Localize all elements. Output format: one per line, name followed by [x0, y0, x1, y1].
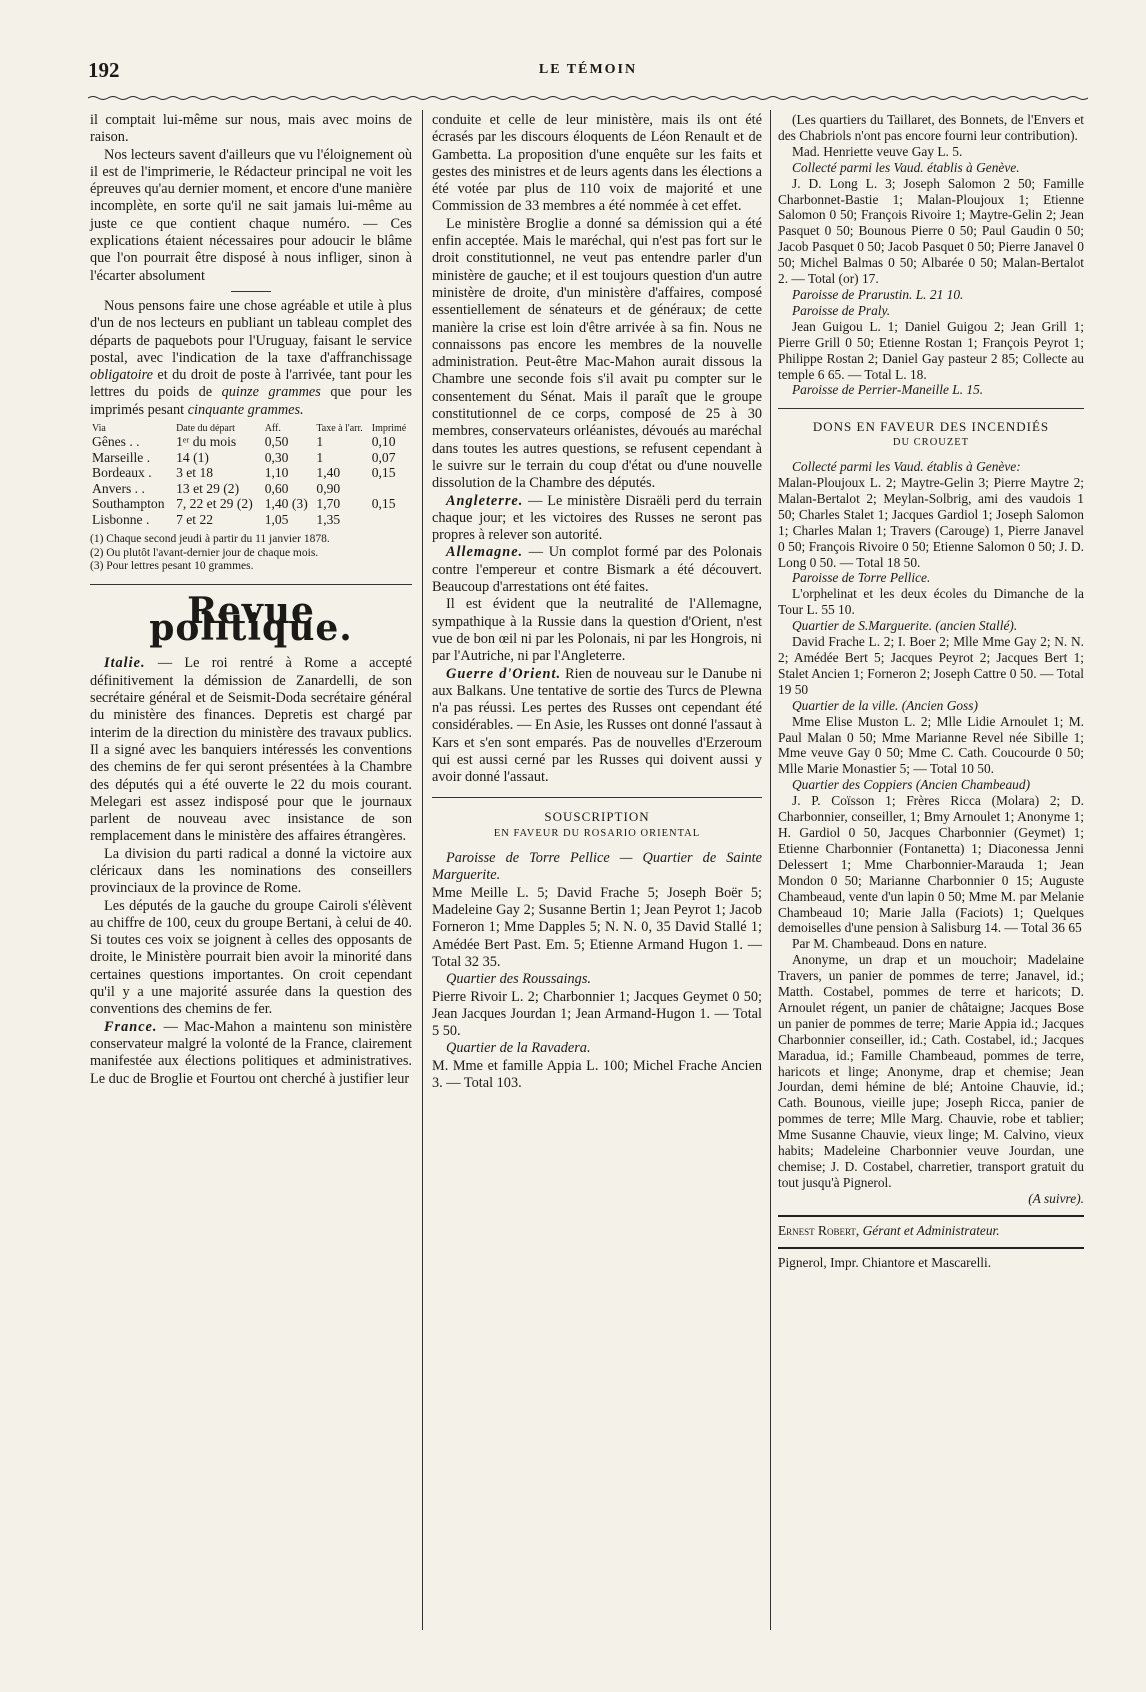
- column-header: Date du départ: [176, 423, 235, 435]
- divider: [432, 797, 762, 798]
- table-row: Bordeaux . 3 et 18 1,10 1,40 0,15: [92, 465, 396, 481]
- divider: [778, 408, 1084, 409]
- paragraph: Allemagne. — Un complot formé par des Polonais contre l'empereur et contre Bismark a été découvert. Beaucoup d'arrestations ont été faites.: [432, 544, 762, 596]
- donor-list: David Frache L. 2; I. Boer 2; Mlle Mme Gay 2; N. N. 2; Amédée Bert 5; Jacques Peyrot 2; Jacques Bert 1; Stalet Ancien 1; Forneron 2; Joseph Cattre 0 50. — Total 19 50: [778, 634, 1084, 697]
- collection-heading: Collecté parmi les Vaud. établis à Genève:: [792, 459, 1021, 475]
- header-wavy-rule: [88, 95, 1088, 101]
- column-header: Via: [92, 423, 106, 435]
- paragraph: La division du parti radical a donné la victoire aux cléricaux dans les nominations des conseillers provinciaux de la province de Rome.: [90, 845, 412, 897]
- paragraph: Angleterre. — Le ministère Disraëli perd du terrain chaque jour; et les victoires des Russes ne seront pas propres à relever son autorité.: [432, 492, 762, 544]
- donor-list: Malan-Ploujoux L. 2; Maytre-Gelin 3; Pierre Maytre 2; Malan-Bertalot 2; Meylan-Solbrig, ami des vaudois 1 50; Charles Stalet 1; Jacques Gardiol 1; Joseph Salomon 1; Charles Malan 1; Travers (Carouge) 1, Pierre Janavel 0 50; François Rivoire 0 50; Etienne Salomon 0 50; J. D. Long 0 50. — Total 18 50.: [778, 475, 1084, 570]
- paragraph: Italie. — Le roi rentré à Rome a accepté définitivement la démission de Zanardelli, de son secrétaire général et de Seismit-Doda secrétaire général du ministère des finances. Depretis est chargé par interim de la direction du ministère des travaux publics. Il a signé avec les banquiers intéressés les conventions des chemins de fer qui seront présentées à la Chambre des députés qui a été ouverte le 22 du mois courant. Melegari est assez indisposé pour que le journaux parlent de nouveau avec insistance de son remplacement dans le ministère des affaires étrangères.: [90, 655, 412, 845]
- country-heading: France.: [104, 1018, 158, 1035]
- table-row: Gênes . . 1ᵉʳ du mois 0,50 1 0,10: [92, 434, 396, 450]
- country-heading: Allemagne.: [446, 544, 524, 561]
- column-divider: [422, 110, 423, 1630]
- page-header: [88, 58, 1088, 88]
- paragraph: France. — Mac-Mahon a maintenu son ministère conservateur malgré la volonté de la France, clairement manifestée aux élections politiques et administratives. Le duc de Broglie et Fourtou ont cherché à justifier leur: [90, 1018, 412, 1087]
- column-header: Imprimé: [371, 423, 407, 435]
- parish-heading: Paroisse de Prarustin. L. 21 10.: [792, 286, 964, 302]
- to-be-continued: (A suivre).: [1028, 1190, 1084, 1206]
- column-header: Taxe à l'arr.: [316, 423, 363, 435]
- dons-title: DONS EN FAVEUR DES INCENDIÉS: [812, 419, 1050, 435]
- section-title: Revue politique.: [149, 589, 353, 650]
- packet-schedule-table: [90, 423, 412, 527]
- paragraph: (Les quartiers du Taillaret, des Bonnets, de l'Envers et des Chabriols n'ont pas encore fourni leur contribution).: [778, 112, 1084, 143]
- table-row: Southampton 7, 22 et 29 (2) 1,40 (3) 1,70 0,15: [92, 496, 396, 512]
- column-2: [432, 112, 762, 1092]
- table-row: Anvers . . 13 et 29 (2) 0,60 0,90: [92, 480, 341, 496]
- paragraph: L'orphelinat et les deux écoles du Dimanche de la Tour L. 55 10.: [778, 586, 1084, 618]
- paragraph: Nous pensons faire une chose agréable et utile à plus d'un de nos lecteurs en publiant un tableau complet des départs de paquebots pour l'Uruguay, faisant le service postal, avec l'indication de la taxe d'affranchissage obligatoire et du droit de poste à l'arrivée, tant pour les lettres du poids de quinze grammes que pour les imprimés pesant cinquante grammes.: [90, 297, 412, 418]
- printer-line: Pignerol, Impr. Chiantore et Mascarelli.: [778, 1254, 992, 1270]
- paragraph: Les députés de la gauche du groupe Cairoli s'élèvent au chiffre de 100, ceux du groupe Bertani, à celui de 40. Si toutes ces voix se joignent à celles des opposants de droite, le Ministère pourrait bien avoir la minorité dans certaines questions importantes. On croit cependant qu'il y a une majorité assurée dans la question des conventions des chemins de fer.: [90, 897, 412, 1018]
- collection-heading: Collecté parmi les Vaud. établis à Genève.: [792, 159, 1020, 175]
- quarter-heading: Quartier des Roussaings.: [446, 971, 591, 988]
- donor-list: Pierre Rivoir L. 2; Charbonnier 1; Jacques Geymet 0 50; Jean Jacques Jourdan 1; Jean Armand-Hugon 1. — Total 5 50.: [432, 988, 762, 1040]
- quarter-heading: Quartier de S.Marguerite. (ancien Stallé).: [792, 618, 1018, 634]
- donor-list: M. Mme et famille Appia L. 100; Michel Frache Ancien 3. — Total 103.: [432, 1057, 762, 1092]
- page-number: 192: [88, 58, 120, 82]
- parish-heading: Paroisse de Torre Pellice.: [792, 570, 931, 586]
- donor-list: J. D. Long L. 3; Joseph Salomon 2 50; Famille Charbonnet-Bastie 1; Malan-Ploujoux 1; Etienne Salomon 0 50; François Rivoire 1; Maytre-Gelin 2; Jean Pasquet 0 50; Bounous Pierre 0 50; Paul Gaudin 0 50; Jacob Pasquet 0 50; Jacob Pasquet 0 50; Pierre Janavel 0 50; Michel Balmas 0 50; Albarée 0 50; Malan-Bertalot 2. — Total (or) 17.: [778, 175, 1084, 287]
- donor-list: Jean Guigou L. 1; Daniel Guigou 2; Jean Grill 1; Pierre Grill 0 50; Etienne Rostan 1; François Peyrot 1; Philippe Rostan 2; Daniel Gay pasteur 2 85; Collecte au temple 6 65. — Total L. 18.: [778, 318, 1084, 382]
- paragraph: Mad. Henriette veuve Gay L. 5.: [792, 143, 963, 159]
- publisher-line: Ernest Robert, Gérant et Administrateur.: [778, 1222, 1000, 1238]
- divider: [778, 1247, 1084, 1249]
- footnote: (2) Ou plutôt l'avant-dernier jour de chaque mois.: [90, 546, 319, 559]
- donor-list: Mme Elise Muston L. 2; Mlle Lidie Arnoulet 1; M. Paul Malan 0 50; Mme Marianne Revel née Sibille 1; Mme veuve Gay 0 50; Mme C. Cath. Coucourde 0 50; Mlle Marie Monastier 5; — Total 10 50.: [778, 713, 1084, 777]
- column-divider: [770, 110, 771, 1630]
- dons-subtitle: DU CROUZET: [892, 437, 970, 449]
- parish-heading: Paroisse de Praly.: [792, 302, 891, 318]
- country-heading: Angleterre.: [446, 492, 524, 509]
- footnote: (3) Pour lettres pesant 10 grammes.: [90, 560, 254, 573]
- quarter-heading: Quartier des Coppiers (Ancien Chambeaud): [792, 777, 1031, 793]
- donor-list: Mme Meille L. 5; David Frache 5; Joseph Boër 5; Madeleine Gay 2; Susanne Bertin 1; Jean Peyrot 1; Jacob Forneron 1; Mme Dapples 5; N. N. 0, 35 David Stallé 1; Amédée Bert Past. Em. 5; Etienne Armand Hugon 1. — Total 32 35.: [432, 884, 762, 970]
- divider: [90, 584, 412, 585]
- donor-list: J. P. Coïsson 1; Frères Ricca (Molara) 2; D. Charbonnier, conseiller, 1; Bmy Arnoulet 1; Anonyme 1; H. Gardiol 0 50, Jacques Charbonnier (Geymet) 1; Etienne Charbonnier (Fontanetta) 1; Diaconessa Jenni Delessert 1; Mme Charbonnier-Marauda 1; Jean Mondon 0 50; Marianne Charbonnier 0 15; Auguste Chambeaud, vente d'un lapin 0 50; Mme M. par Melanie Chambeaud 10; Marie Jalla (Faciots) 1; Quelques demoiselles d'une pension à Salisburg 14. — Total 36 65: [778, 793, 1084, 936]
- parish-heading: Paroisse de Torre Pellice — Quartier de Sainte Marguerite.: [432, 850, 762, 884]
- donor-list: Anonyme, un drap et un mouchoir; Madelaine Travers, un panier de pommes de terre; Janavel, id.; Matth. Costabel, pommes de terre et haricots; D. Arnoulet régent, un panier de châtaigne; Jacques Bose un panier de pommes de terre; Marie Appia id.; Jacques Charbonnier conseiller, id.; Cath. Costabel, id.; Jacques Maradua, id.; Famille Chambeaud, pommes de terre, haricots et linge; Anonyme, drap et chemise; Jean Jourdan, demi hémine de blé; Antoine Chauvie, id.; Cath. Bounous, vieille jupe; Joseph Ricca, panier de pommes de terre; Mlle Marg. Chauvie, robe et tablier; Mme Susanne Chauvie, vieux linge; M. Calvino, vieux habits; Madeleine Charbonnier veuve Jourdan, une chemise; J. D. Costabel, charretier, transport gratuit du tout jusqu'à Pignerol.: [778, 952, 1084, 1190]
- divider: [778, 1215, 1084, 1217]
- quarter-heading: Quartier de la ville. (Ancien Goss): [792, 697, 978, 713]
- section-dash: [231, 291, 271, 292]
- column-3: [778, 112, 1084, 1271]
- column-header: Aff.: [264, 423, 281, 435]
- column-1: [90, 112, 412, 1088]
- paragraph: Le ministère Broglie a donné sa démission qui a été enfin acceptée. Mais le maréchal, qui n'est pas fort sur le droit constitutionnel, ne veut pas entendre parler d'un ministère de gauche; et il est toujours question d'un autre ministère de droite, d'un ministère d'affaires, composé essentiellement de sénateurs et de généraux; de cette manière la crise est loin d'être arrivée à sa fin. Nous ne connaissons pas encore les membres de la nouvelle administration. Peut-être Mac-Mahon aurait dissous la Chambre une seconde fois s'il avait pu compter sur le consentement du Sénat. Mais il paraît que le groupe constitutionnel de ce corps, composé de 25 à 30 membres, conservateurs orléanistes, dévoués au maréchal dans toutes les autres questions, se refusent cependant à le suivre sur le terrain du coup d'état ou d'une nouvelle dissolution de la Chambre des députés.: [432, 215, 762, 492]
- footnote: (1) Chaque second jeudi à partir du 11 janvier 1878.: [90, 533, 330, 546]
- subscription-title: SOUSCRIPTION: [544, 808, 650, 824]
- table-row: Lisbonne . 7 et 22 1,05 1,35: [92, 511, 341, 527]
- paragraph: Guerre d'Orient. Rien de nouveau sur le Danube ni aux Balkans. Une tentative de sortie des Turcs de Plewna n'a pas réussi. Les pertes des Russes ont cependant été considérables. — En Asie, les Russes ont donné l'assaut à Kars et s'en sont emparés. Pas de nouvelles d'Erzeroum qui est aussi cerné par les Russes qui doivent aussi y avoir donné l'assaut.: [432, 665, 762, 786]
- running-title: LE TÉMOIN: [538, 62, 638, 77]
- subscription-subtitle: EN FAVEUR DU ROSARIO ORIENTAL: [493, 827, 701, 839]
- paragraph: il comptait lui-même sur nous, mais avec moins de raison.: [90, 112, 412, 146]
- country-heading: Italie.: [104, 655, 146, 672]
- table-row: Marseille . 14 (1) 0,30 1 0,07: [92, 449, 396, 465]
- paragraph: conduite et celle de leur ministère, mais ils ont été écrasés par les discours éloquents de Léon Renault et de Gambetta. La proposition d'une enquête sur les faits et gestes des ministres et de leurs agents dans les élections a été votée par plus de 110 voix de majorité et une Commission de 33 membres a été nommée à cet effet.: [432, 112, 762, 215]
- parish-heading: Paroisse de Perrier-Maneille L. 15.: [792, 382, 984, 398]
- paragraph: Nos lecteurs savent d'ailleurs que vu l'éloignement où il est de l'imprimerie, le Rédacteur principal ne voit les épreuves qu'au dernier moment, et encore d'une manière incomplète, en sorte qu'il ne sait jamais lui-même au juste ce que contient chaque numéro. — Ces explications étaient nécessaires pour adoucir le blâme que l'on pourrait être disposé à nous infliger, sinon à l'écarter absolument: [90, 146, 412, 284]
- table-footnotes: [90, 533, 412, 574]
- paragraph: Il est évident que la neutralité de l'Allemagne, sympathique à la Russie dans la question d'Orient, n'est vue de bon œil ni par les Polonais, ni par les Hongrois, ni par l'Autriche, ni par l'Angleterre.: [432, 596, 762, 665]
- quarter-heading: Quartier de la Ravadera.: [446, 1040, 591, 1057]
- paragraph: Par M. Chambeaud. Dons en nature.: [792, 936, 987, 952]
- country-heading: Guerre d'Orient.: [446, 665, 562, 682]
